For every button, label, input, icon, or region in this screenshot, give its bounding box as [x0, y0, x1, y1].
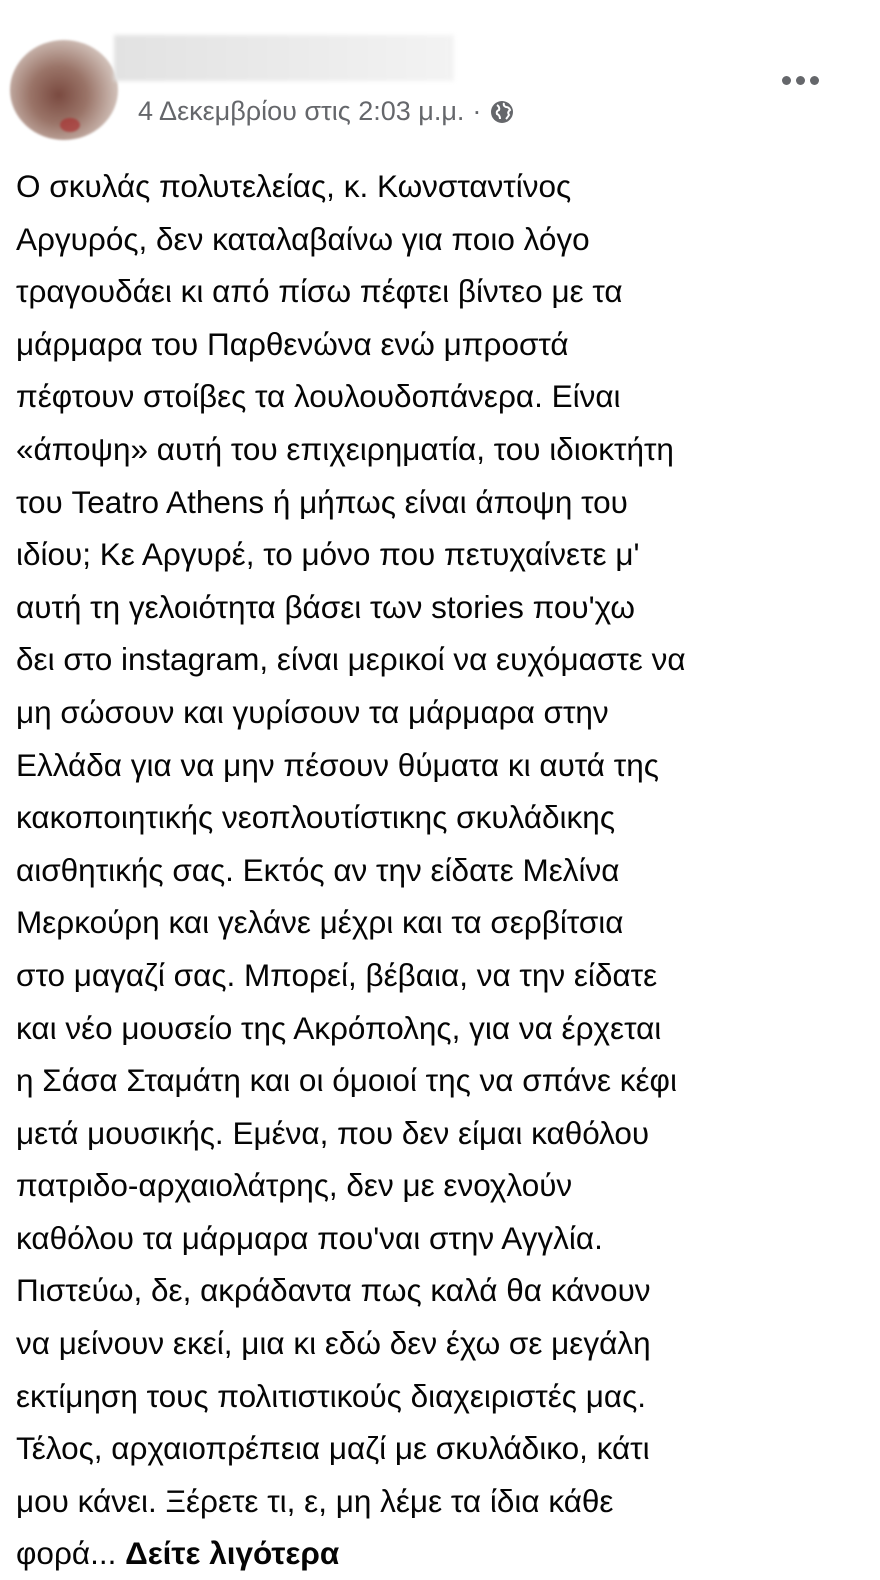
dot: [782, 76, 791, 85]
post-text-line: [16, 1527, 866, 1580]
post-text-line: ιδίου; Κε Αργυρέ, το μόνο που πετυχαίνετε μ': [16, 536, 640, 573]
post-text-line: η Σάσα Σταμάτη και οι όμοιοί της να σπάνε κέφι: [16, 1062, 677, 1099]
post-text-line: στο μαγαζί σας. Μπορεί, βέβαια, να την είδατε: [16, 956, 658, 993]
post-text-line: δει στο instagram, είναι μερικοί να ευχόμαστε να: [16, 641, 686, 678]
post-text-line: Μερκούρη και γελάνε μέχρι και τα σερβίτσια: [16, 904, 624, 941]
dot: [796, 76, 805, 85]
last-line-text: φορά...: [16, 1535, 126, 1572]
post-text: [16, 160, 866, 1580]
separator: ·: [472, 96, 482, 126]
globe-icon: [489, 99, 515, 125]
post-text-line: μη σώσουν και γυρίσουν τα μάρμαρα στην: [16, 693, 609, 730]
more-options-button[interactable]: [782, 70, 824, 90]
post-text-line: Τέλος, αρχαιοπρέπεια μαζί με σκυλάδικο, κάτι: [16, 1430, 650, 1467]
post-text-line: να μείνουν εκεί, μια κι εδώ δεν έχω σε μεγάλη: [16, 1325, 651, 1362]
post-text-line: πατριδο-αρχαιολάτρης, δεν με ενοχλούν: [16, 1167, 573, 1204]
post-text-line: και νέο μουσείο της Ακρόπολης, για να έρχεται: [16, 1009, 662, 1046]
post-text-line: μετά μουσικής. Εμένα, που δεν είμαι καθόλου: [16, 1114, 650, 1151]
post-text-line: καθόλου τα μάρμαρα που'ναι στην Αγγλία.: [16, 1219, 603, 1256]
post-meta: [138, 96, 515, 127]
post-text-line: του Teatro Athens ή μήπως είναι άποψη του: [16, 483, 628, 520]
post-text-line: κακοποιητικής νεοπλουτίστικης σκυλάδικης: [16, 799, 616, 836]
post-text-line: μου κάνει. Ξέρετε τι, ε, μη λέμε τα ίδια κάθε: [16, 1482, 614, 1519]
post-text-line: αυτή τη γελοιότητα βάσει των stories που'χω: [16, 588, 635, 625]
post-text-line: Πιστεύω, δε, ακράδαντα πως καλά θα κάνουν: [16, 1272, 651, 1309]
post-text-line: αισθητικής σας. Εκτός αν την είδατε Μελίνα: [16, 851, 620, 888]
post-text-line: Ο σκυλάς πολυτελείας, κ. Κωνσταντίνος: [16, 168, 572, 204]
post-text-line: εκτίμηση τους πολιτιστικούς διαχειριστές μας.: [16, 1377, 646, 1414]
see-less-link[interactable]: Δείτε λιγότερα: [125, 1535, 340, 1572]
post-text-line: Ελλάδα για να μην πέσουν θύματα κι αυτά της: [16, 746, 659, 783]
post-text-line: Αργυρός, δεν καταλαβαίνω για ποιο λόγο: [16, 220, 590, 257]
avatar[interactable]: [10, 40, 118, 140]
post-text-line: «άποψη» αυτή του επιχειρηματία, του ιδιοκτήτη: [16, 430, 674, 467]
timestamp[interactable]: 4 Δεκεμβρίου στις 2:03 μ.μ.: [138, 96, 465, 126]
post-text-line: πέφτουν στοίβες τα λουλουδοπάνερα. Είναι: [16, 378, 621, 415]
author-name-redacted[interactable]: [114, 35, 454, 81]
dot: [810, 76, 819, 85]
post-text-line: μάρμαρα του Παρθενώνα ενώ μπροστά: [16, 325, 569, 362]
post-text-line: τραγουδάει κι από πίσω πέφτει βίντεο με τα: [16, 273, 623, 310]
